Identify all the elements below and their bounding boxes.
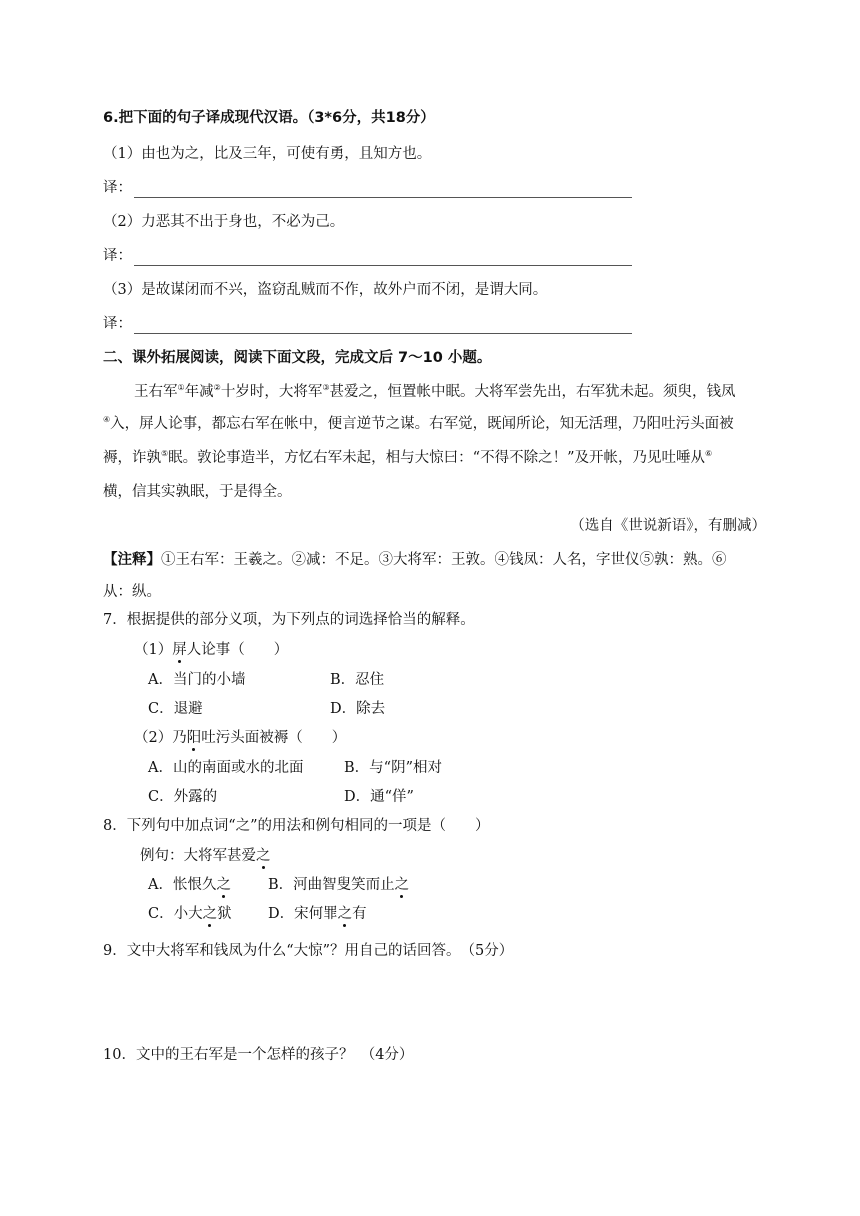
q6-translate-row-3 (103, 314, 632, 334)
q8-option-a-dotted: 之 (216, 877, 231, 893)
q8-example-dotted: 之 (256, 848, 271, 864)
q7-sub1-option-b[interactable]: B．忍住 (330, 672, 385, 688)
q8-option-c-text: C．小大 (148, 906, 203, 922)
q10-answer-area[interactable] (103, 1072, 753, 1182)
translate-label: 译： (103, 180, 132, 196)
q7-sub1 (134, 640, 288, 660)
q8-option-c-dotted: 之 (202, 906, 218, 922)
q9-stem: 9．文中大将军和钱凤为什么“大惊”？用自己的话回答。 （5分） (103, 943, 514, 959)
passage-text: 甚爱之，恒置帐中眠。大将军尝先出，右军犹未起。须臾，钱凤 (329, 384, 736, 400)
answer-line-3[interactable] (134, 321, 632, 334)
q7-sub2 (134, 728, 346, 748)
q8-option-d-text-end: 有 (352, 906, 367, 922)
q8-stem: 8．下列句中加点词“之”的用法和例句相同的一项是（ ） (103, 818, 490, 834)
footnote-marker: ⑤ (161, 449, 169, 459)
translate-label: 译： (103, 316, 132, 332)
footnote-marker: ① (177, 383, 185, 393)
passage-text: 褥，诈孰 (103, 450, 161, 466)
q7-sub1-num: （1） (134, 642, 173, 658)
notes-text: ①王右军：王羲之。②减：不足。③大将军：王敦。④钱凤：人名，字世仪⑤孰：熟。⑥ (161, 552, 727, 568)
q7-sub2-option-a[interactable]: A．山的南面或水的北面 (148, 760, 304, 776)
q8-option-b-text: B．河曲智叟笑而止 (268, 877, 395, 893)
q8-option-d-text: D．宋何罪 (268, 906, 338, 922)
footnote-marker: ⑥ (705, 449, 713, 459)
passage-line-4: 横，信其实孰眠，于是得全。 (103, 484, 292, 500)
passage-text: 十岁时，大将军 (220, 384, 323, 400)
notes-label: 【注释】 (103, 552, 161, 568)
q8-example-text: 例句：大将军甚爱 (140, 848, 256, 864)
notes-line-2: 从：纵。 (103, 584, 161, 600)
notes-line-1 (103, 550, 727, 570)
q8-example (140, 846, 271, 866)
footnote-marker: ② (213, 383, 221, 393)
q7-sub1-text: 人论事（ ） (186, 642, 289, 658)
q7-stem: 7．根据提供的部分义项，为下列点的词选择恰当的解释。 (103, 612, 475, 628)
q7-sub1-dotted-word: 屏 (172, 642, 187, 658)
q6-sentence-2: （2）力恶其不出于身也，不必为己。 (103, 214, 345, 230)
q8-option-a[interactable] (148, 875, 231, 895)
q9-answer-area[interactable] (103, 968, 753, 1038)
translate-label: 译： (103, 248, 132, 264)
passage-source: （选自《世说新语》，有删减） (570, 518, 766, 534)
q7-sub2-option-c[interactable]: C．外露的 (148, 789, 218, 805)
q6-translate-row-2 (103, 246, 632, 266)
q7-sub2-num: （2）乃 (134, 730, 187, 746)
q7-sub2-text: 吐污头面被褥（ ） (201, 730, 347, 746)
q6-sentence-3: （3）是故谋闭而不兴，盗窃乱贼而不作，故外户而不闭，是谓大同。 (103, 282, 548, 298)
answer-line-1[interactable] (134, 185, 632, 198)
q8-option-c[interactable] (148, 904, 232, 924)
passage-text: 年减 (184, 384, 214, 400)
q8-option-a-text: A．怅恨久 (148, 877, 217, 893)
footnote-marker: ④ (103, 415, 111, 425)
q7-sub1-option-c[interactable]: C．退避 (148, 701, 203, 717)
answer-line-2[interactable] (134, 253, 632, 266)
section2-heading: 二、课外拓展阅读，阅读下面文段，完成文后 7～10 小题。 (103, 350, 492, 366)
q10-stem: 10．文中的王右军是一个怎样的孩子？ （4分） (103, 1047, 414, 1063)
q7-sub2-option-d[interactable]: D．通“佯” (344, 789, 414, 805)
q8-option-b-dotted: 之 (394, 877, 410, 893)
q7-sub2-option-b[interactable]: B．与“阴”相对 (344, 760, 442, 776)
q6-sentence-1: （1）由也为之，比及三年，可使有勇，且知方也。 (103, 146, 432, 162)
q7-sub1-option-d[interactable]: D．除去 (330, 701, 386, 717)
q8-option-d[interactable] (268, 904, 367, 924)
q6-translate-row-1 (103, 178, 632, 198)
footnote-marker: ③ (322, 383, 330, 393)
passage-line-1 (134, 382, 736, 402)
q8-option-b[interactable] (268, 875, 409, 895)
passage-line-2 (103, 414, 734, 434)
q8-option-c-text-end: 狱 (217, 906, 232, 922)
q7-sub1-option-a[interactable]: A．当门的小墙 (148, 672, 246, 688)
q7-sub2-dotted-word: 阳 (186, 730, 202, 746)
passage-text: 入，屏人论事，都忘右军在帐中，便言逆节之谋。右军觉，既闻所论，知无活理，乃阳吐污头面被 (110, 416, 734, 432)
q6-heading: 6.把下面的句子译成现代汉语。（3*6分，共18分） (103, 110, 435, 126)
passage-text: 王右军 (134, 384, 178, 400)
passage-line-3 (103, 448, 712, 468)
q8-option-d-dotted: 之 (337, 906, 353, 922)
passage-text: 眠。敦论事造半，方忆右军未起，相与大惊曰：“不得不除之！”及开帐，乃见吐唾从 (168, 450, 705, 466)
